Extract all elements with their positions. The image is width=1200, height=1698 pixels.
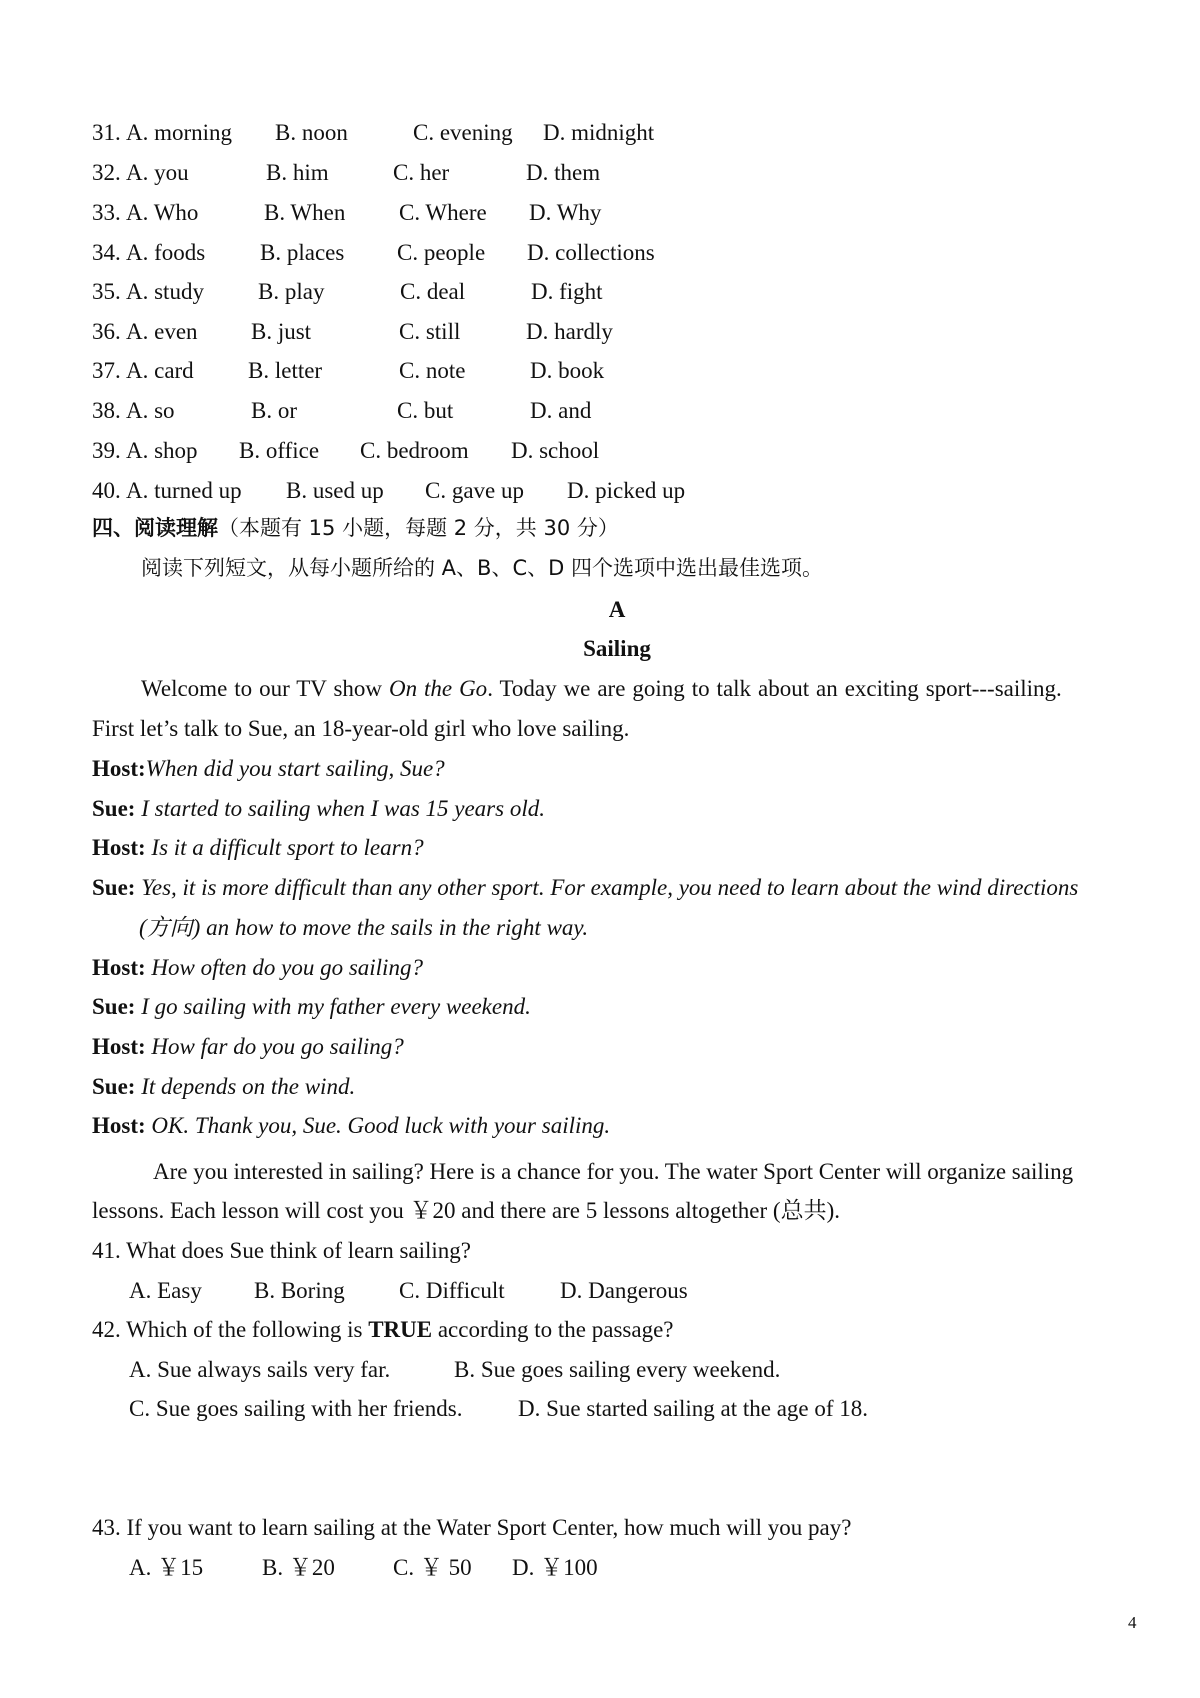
intro-text: Welcome to our TV show On the Go. Today we are going to talk about an exciting sport---sailing. xyxy=(141,676,1062,701)
speaker-label: Sue: xyxy=(92,796,136,821)
answer-option: B. noon xyxy=(275,120,348,145)
answer-option: D. them xyxy=(526,160,601,185)
answer-option: A. turned up xyxy=(126,478,242,503)
dialogue-line xyxy=(92,995,531,1018)
question-number: 32. xyxy=(92,160,121,185)
answer-option: B. Boring xyxy=(254,1278,345,1303)
dialogue-line xyxy=(92,876,1078,899)
dialogue-text: I started to sailing when I was 15 years old. xyxy=(141,796,545,821)
dialogue-text: When did you start sailing, Sue? xyxy=(145,756,445,781)
answer-option: B. Sue goes sailing every weekend. xyxy=(454,1357,781,1382)
answer-option: D. book xyxy=(530,358,605,383)
answer-option: D. and xyxy=(530,398,592,423)
dialogue-continuation: (方向) an how to move the sails in the right way. xyxy=(139,915,589,940)
dialogue-line xyxy=(92,1114,610,1137)
dialogue-text: OK. Thank you, Sue. Good luck with your sailing. xyxy=(151,1113,611,1138)
answer-option: C. bedroom xyxy=(360,438,469,463)
question-number: 33. xyxy=(92,200,121,225)
dialogue-line xyxy=(92,1075,355,1098)
answer-option: D. hardly xyxy=(526,319,613,344)
dialogue-text: Yes, it is more difficult than any other sport. For example, you need to learn about the wind directions xyxy=(141,875,1079,900)
answer-option: B. ￥20 xyxy=(262,1555,335,1580)
dialogue-text: How far do you go sailing? xyxy=(151,1034,404,1059)
question-stem: 41. What does Sue think of learn sailing? xyxy=(92,1238,471,1263)
section-note: （本题有 15 小题，每题 2 分，共 30 分） xyxy=(218,516,619,540)
answer-option: C. people xyxy=(397,240,486,265)
section-title: 四、阅读理解 xyxy=(92,516,218,540)
answer-option: C. ￥ 50 xyxy=(393,1555,472,1580)
question-stem: 43. If you want to learn sailing at the Water Sport Center, how much will you pay? xyxy=(92,1515,852,1540)
speaker-label: Sue: xyxy=(92,1074,136,1099)
answer-option: C. deal xyxy=(400,279,466,304)
answer-option: A. even xyxy=(126,319,198,344)
answer-option: B. him xyxy=(266,160,329,185)
page-number: 4 xyxy=(1128,1613,1137,1632)
emphasis-true: TRUE xyxy=(368,1317,433,1342)
answer-option: B. or xyxy=(251,398,297,423)
answer-option: B. play xyxy=(258,279,325,304)
answer-option: A. Who xyxy=(126,200,199,225)
answer-option: B. letter xyxy=(248,358,323,383)
passage-letter: A xyxy=(608,597,626,622)
answer-option: B. places xyxy=(260,240,345,265)
answer-option: C. Sue goes sailing with her friends. xyxy=(129,1396,463,1421)
answer-option: D. Why xyxy=(529,200,602,225)
answer-option: D. Dangerous xyxy=(560,1278,688,1303)
answer-option: C. her xyxy=(393,160,450,185)
answer-option: C. evening xyxy=(413,120,513,145)
answer-option: D. midnight xyxy=(543,120,655,145)
answer-option: A. so xyxy=(126,398,175,423)
answer-option: A. card xyxy=(126,358,194,383)
section-instruction: 阅读下列短文，从每小题所给的 A、B、C、D 四个选项中选出最佳选项。 xyxy=(141,556,823,580)
answer-option: C. note xyxy=(399,358,466,383)
answer-option: B. When xyxy=(264,200,346,225)
answer-option: B. just xyxy=(251,319,312,344)
question-number: 36. xyxy=(92,319,121,344)
answer-option: D. school xyxy=(511,438,600,463)
dialogue-line xyxy=(92,797,545,820)
answer-option: D. ￥100 xyxy=(512,1555,598,1580)
answer-option: D. fight xyxy=(531,279,603,304)
speaker-label: Sue: xyxy=(92,875,136,900)
dialogue-text: It depends on the wind. xyxy=(141,1074,356,1099)
speaker-label: Host: xyxy=(92,756,146,781)
answer-option: B. used up xyxy=(286,478,384,503)
dialogue-text: Is it a difficult sport to learn? xyxy=(151,835,424,860)
answer-option: B. office xyxy=(239,438,320,463)
question-number: 37. xyxy=(92,358,121,383)
answer-option: A. shop xyxy=(126,438,198,463)
question-number: 39. xyxy=(92,438,121,463)
answer-option: D. collections xyxy=(527,240,655,265)
dialogue-text: How often do you go sailing? xyxy=(151,955,423,980)
speaker-label: Host: xyxy=(92,1034,146,1059)
answer-option: C. gave up xyxy=(425,478,525,503)
speaker-label: Sue: xyxy=(92,994,136,1019)
answer-option: A. Sue always sails very far. xyxy=(129,1357,391,1382)
speaker-label: Host: xyxy=(92,1113,146,1138)
answer-option: C. but xyxy=(397,398,454,423)
passage-intro-line2: First let’s talk to Sue, an 18-year-old girl who love sailing. xyxy=(92,716,630,741)
passage-title: Sailing xyxy=(583,636,651,661)
dialogue-text: I go sailing with my father every weekend. xyxy=(141,994,531,1019)
dialogue-line xyxy=(92,757,445,780)
answer-option: A. morning xyxy=(126,120,233,145)
passage-outro-line2: lessons. Each lesson will cost you ￥20 and there are 5 lessons altogether (总共). xyxy=(92,1198,840,1223)
question-number: 38. xyxy=(92,398,121,423)
question-number: 40. xyxy=(92,478,121,503)
question-number: 34. xyxy=(92,240,121,265)
question-number: 35. xyxy=(92,279,121,304)
passage-outro-line1: Are you interested in sailing? Here is a chance for you. The water Sport Center will organize sailing xyxy=(153,1159,1074,1184)
answer-option: C. still xyxy=(399,319,461,344)
passage-intro-line1 xyxy=(141,677,1141,700)
show-title: On the Go xyxy=(388,676,488,701)
answer-option: D. picked up xyxy=(567,478,686,503)
speaker-label: Host: xyxy=(92,835,146,860)
answer-option: A. ￥15 xyxy=(129,1555,204,1580)
question-number: 31. xyxy=(92,120,121,145)
section-heading xyxy=(92,518,619,539)
answer-option: A. Easy xyxy=(129,1278,202,1303)
answer-option: D. Sue started sailing at the age of 18. xyxy=(518,1396,869,1421)
answer-option: A. foods xyxy=(126,240,206,265)
speaker-label: Host: xyxy=(92,955,146,980)
answer-option: A. study xyxy=(126,279,204,304)
answer-option: A. you xyxy=(126,160,189,185)
question-stem: 42. Which of the following is TRUE according to the passage? xyxy=(92,1317,674,1342)
answer-option: C. Difficult xyxy=(399,1278,505,1303)
answer-option: C. Where xyxy=(399,200,487,225)
dialogue-line xyxy=(92,836,424,859)
dialogue-line xyxy=(92,956,423,979)
dialogue-line xyxy=(92,1035,404,1058)
